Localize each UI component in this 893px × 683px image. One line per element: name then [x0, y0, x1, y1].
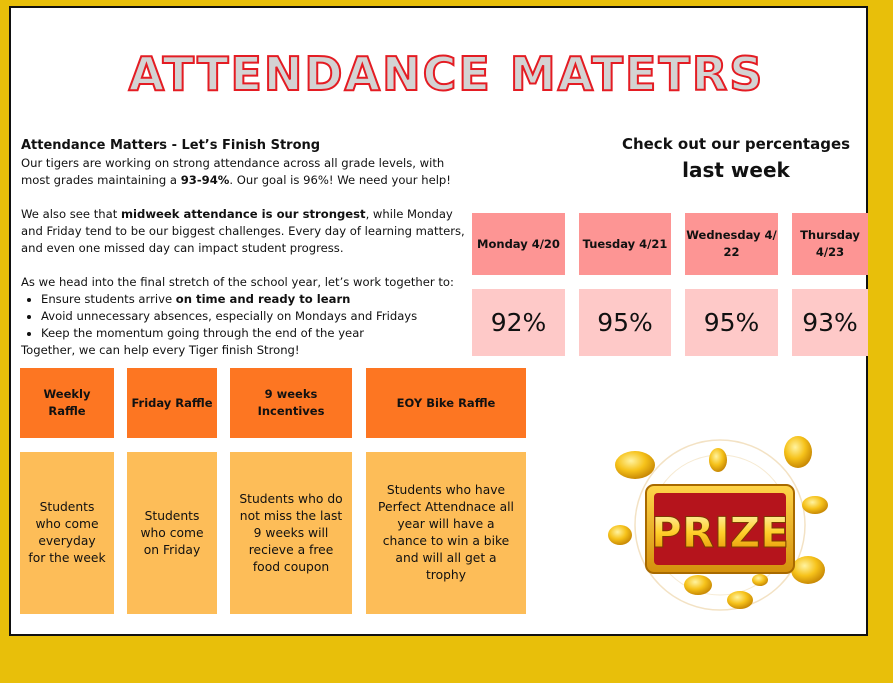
p1-text: Our tigers are working on strong attendance across all grade levels, with most grades maintaining a — [21, 156, 445, 187]
day-header-wednesday: Wednesday 4/22 — [685, 213, 778, 275]
coin-icon — [615, 451, 655, 479]
p1-range: 93-94% — [180, 173, 230, 187]
prize-label: PRIZE — [651, 508, 789, 557]
bullet1-bold: on time and ready to learn — [175, 292, 351, 306]
coin-icon — [784, 436, 812, 468]
p2-text: We also see that — [21, 207, 121, 221]
percent-tuesday: 95% — [579, 289, 671, 356]
coin-icon — [802, 496, 828, 514]
incentive-title-bike: EOY Bike Raffle — [366, 368, 526, 438]
percent-wednesday: 95% — [685, 289, 778, 356]
intro-paragraph-1 — [21, 155, 476, 189]
incentive-title-friday: Friday Raffle — [127, 368, 217, 438]
intro-paragraph-3: As we head into the final stretch of the school year, let’s work together to: — [21, 275, 454, 289]
percent-thursday: 93% — [792, 289, 868, 356]
day-header-monday: Monday 4/20 — [472, 213, 565, 275]
intro-text — [21, 137, 476, 359]
day-header-thursday: Thursday 4/23 — [792, 213, 868, 275]
intro-closing: Together, we can help every Tiger finish Strong! — [21, 343, 300, 357]
incentive-desc-nine-weeks: Students who do not miss the last 9 weeks will recieve a free food coupon — [230, 452, 352, 614]
incentive-desc-weekly: Students who come everyday for the week — [20, 452, 114, 614]
coin-icon — [752, 574, 768, 586]
coin-icon — [709, 448, 727, 472]
incentive-title-weekly: Weekly Raffle — [20, 368, 114, 438]
bullet1-text: Ensure students arrive — [41, 292, 176, 306]
coin-icon — [684, 575, 712, 595]
incentive-desc-friday: Students who come on Friday — [127, 452, 217, 614]
percentages-heading — [600, 133, 872, 185]
percentages-heading-line1: Check out our percentages — [621, 135, 851, 153]
incentive-title-nine-weeks: 9 weeks Incentives — [230, 368, 352, 438]
p2-rest: , while Monday and Friday tend to be our biggest challenges. Every day of learning matters, and even one missed day can impact student progress. — [21, 207, 465, 255]
list-item: • Avoid unnecessary absences, especially on Mondays and Fridays — [41, 308, 476, 325]
percentages-heading-line2: last week — [682, 158, 790, 182]
intro-heading: Attendance Matters - Let’s Finish Strong — [21, 138, 321, 153]
page-title: ATTENDANCE MATETRS — [128, 47, 765, 101]
action-list — [21, 291, 476, 342]
prize-coins-icon — [600, 430, 840, 620]
coin-icon — [608, 525, 632, 545]
p1-goal: . Our goal is 96%! We need your help! — [229, 173, 451, 187]
day-header-tuesday: Tuesday 4/21 — [579, 213, 671, 275]
coin-icon — [791, 556, 825, 584]
percent-monday: 92% — [472, 289, 565, 356]
list-item — [41, 291, 476, 308]
incentive-desc-bike: Students who have Perfect Attendnace all year will have a chance to win a bike and will all get a trophy — [366, 452, 526, 614]
intro-paragraph-2 — [21, 206, 476, 257]
list-item: • Keep the momentum going through the end of the year — [41, 325, 476, 342]
p2-highlight: midweek attendance is our strongest — [120, 207, 366, 221]
coin-icon — [727, 591, 753, 609]
